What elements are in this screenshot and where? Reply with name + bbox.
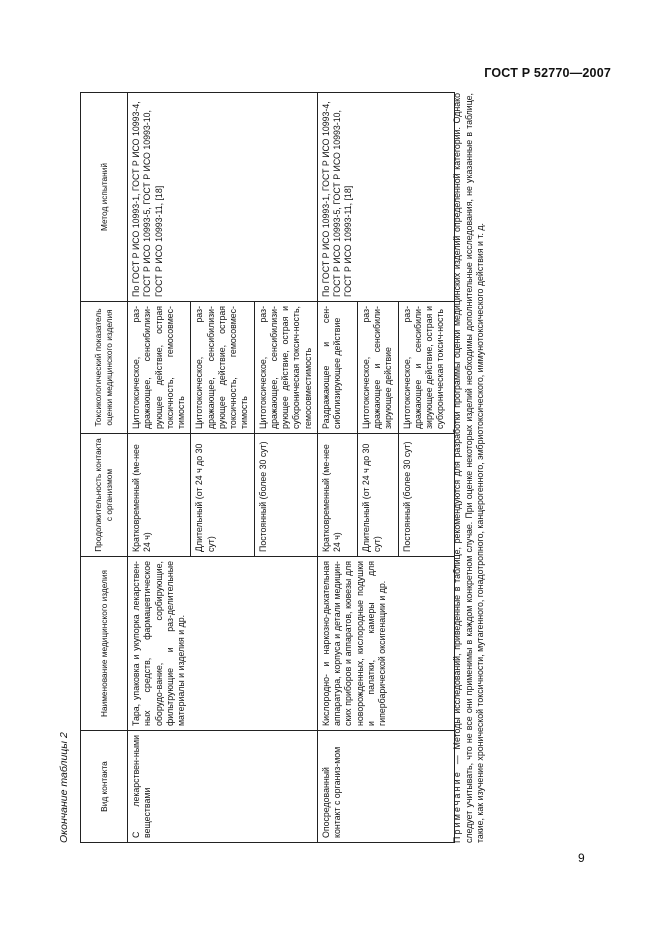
duration-cell: Длительный (от 24 ч до 30 сут): [357, 434, 398, 557]
duration-cell: Кратковременный (ме-нее 24 ч): [317, 434, 357, 557]
contact-type-cell: Опосредованный контакт с организ-мом: [317, 731, 454, 843]
table-continuation-label: Окончание таблицы 2: [58, 732, 70, 843]
column-header-toxicology-indicator: Токсикологический показатель оценки медицинского изделия: [81, 302, 128, 434]
note-label: Примечание —: [452, 753, 462, 843]
column-header-test-method: Метод испытаний: [81, 93, 128, 302]
table-row: [317, 93, 357, 843]
device-name-cell: Кислородно- и наркозно-дыхательная аппаратура, корпуса и детали медицин-ских приборов и аппаратов, кювезы для новорожденных, кислородные подушки и палатки, камеры для гипербарической оксигенации и др.: [317, 557, 454, 731]
indicator-cell: Цитотоксическое, раз-дражающее и сенсибили-зирующее действие: [357, 302, 398, 434]
test-method-cell: По ГОСТ Р ИСО 10993-1, ГОСТ Р ИСО 10993-4, ГОСТ Р ИСО 10993-5, ГОСТ Р ИСО 10993-10, ГОСТ Р ИСО 10993-11, [18]: [317, 93, 454, 302]
duration-cell: Кратковременный (ме-нее 24 ч): [128, 434, 191, 557]
column-header-contact-type: Вид контакта: [81, 731, 128, 843]
table-row: [128, 93, 191, 843]
page-number: 9: [578, 851, 585, 865]
indicator-cell: Цитотоксическое, раз-дражающее, сенсибилизи-рующее действие, острая токсичность, гемосовмес-тимость: [191, 302, 254, 434]
test-method-cell: По ГОСТ Р ИСО 10993-1, ГОСТ Р ИСО 10993-4, ГОСТ Р ИСО 10993-5, ГОСТ Р ИСО 10993-10, ГОСТ Р ИСО 10993-11, [18]: [128, 93, 318, 302]
column-header-contact-duration: Продолжительность контакта с организмом: [81, 434, 128, 557]
duration-cell: Длительный (от 24 ч до 30 сут): [191, 434, 254, 557]
table-note: [452, 93, 487, 843]
duration-cell: Постоянный (более 30 сут): [398, 434, 454, 557]
contact-type-cell: С лекарствен-ными веществами: [128, 731, 318, 843]
indicator-cell: Раздражающее и сен-сибилизирующее действие: [317, 302, 357, 434]
column-header-device-name: Наименование медицинского изделия: [81, 557, 128, 731]
indicator-cell: Цитотоксическое, раз-дражающее и сенсибили-зирующее действие, острая и субхроническая токсич-ность: [398, 302, 454, 434]
table-header-row: [81, 93, 128, 843]
device-name-cell: Тара, упаковка и укупорка лекарствен-ных средств, фармацевтическое оборудо-вание, сорбирующие, фильтрующие и раз-делительные материалы и изделия и др.: [128, 557, 318, 731]
note-text: Методы исследований, приведенные в таблице, рекомендуются для разработки программы оценки медицинских изделий определенной категории. Однако следует учитывать, что не все они применимы в каждом конкретном случае. При оценке некоторых изделий необходимы дополнительные исследования, не указанные в таблице, такие, как изучение хронической токсичности, мутагенного, гонадотропного, канцерогенного, эмбриотоксического, иммунотоксического действия и т. д.: [452, 93, 486, 843]
duration-cell: Постоянный (более 30 сут): [254, 434, 317, 557]
rotated-table-area: [58, 93, 523, 843]
document-standard-header: ГОСТ Р 52770—2007: [484, 66, 611, 80]
toxicology-methods-table: [80, 92, 455, 843]
indicator-cell: Цитотоксическое, раз-дражающее, сенсибилизи-рующее действие, острая токсичность, гемосовмес-тимость: [128, 302, 191, 434]
indicator-cell: Цитотоксическое, раз-дражающее, сенсибилизи-рующее действие, острая и субхроническая токсич-ность, гемосовместимость: [254, 302, 317, 434]
